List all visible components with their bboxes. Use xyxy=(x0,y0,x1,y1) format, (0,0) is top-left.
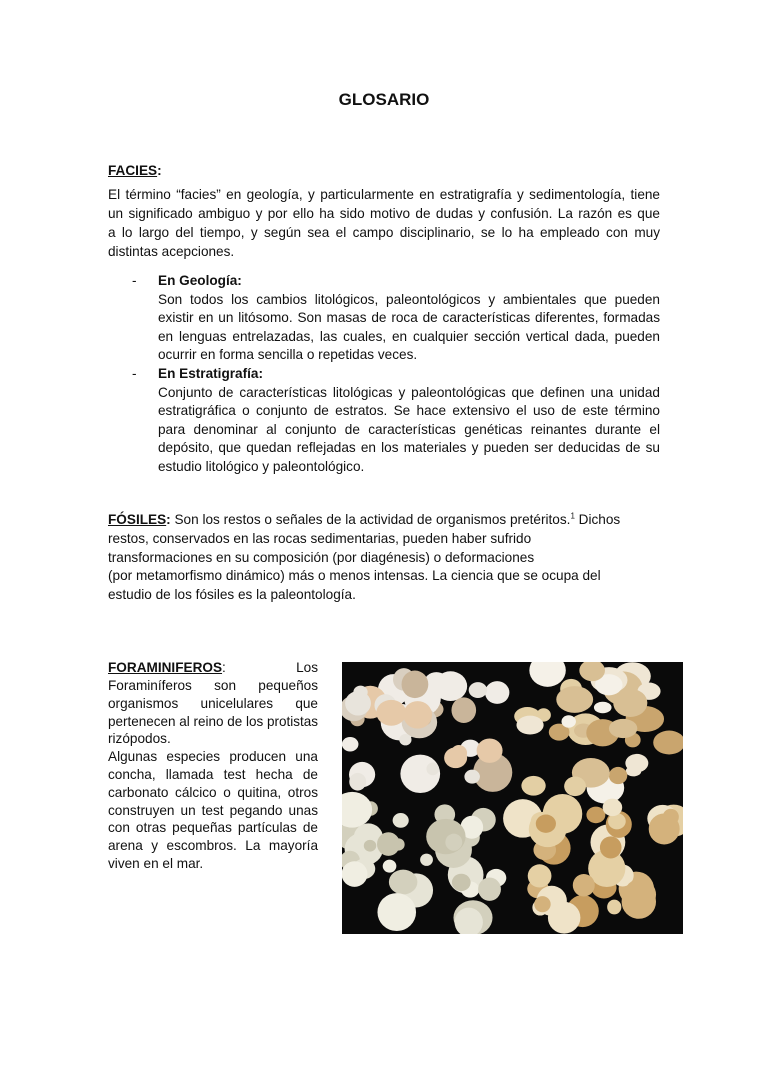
foraminifera-shell xyxy=(452,874,471,891)
foraminifera-photo xyxy=(342,662,683,934)
foraminiferos-line: Foraminíferos son pequeños xyxy=(108,678,318,693)
list-item-text-line: estratigráfica o conjunto de estratos. Se hace extensivo el uso de este término xyxy=(158,403,660,419)
list-item-text-line: estudio litológico y paleontológico. xyxy=(158,459,365,474)
foraminifera-shell xyxy=(594,702,612,714)
foraminifera-shell xyxy=(342,737,358,751)
list-item-text-line: para denominar al conjunto de características genéticas reinantes durante el xyxy=(158,421,660,437)
foraminifera-shell xyxy=(364,840,376,852)
foraminifera-shell xyxy=(536,815,556,833)
foraminiferos-heading xyxy=(108,660,222,675)
foraminifera-shell xyxy=(653,731,683,755)
list-item-label: En Geología: xyxy=(158,273,242,288)
fosiles-heading xyxy=(108,512,171,527)
foraminifera-shell xyxy=(521,776,545,796)
foraminiferos-first-word: Los xyxy=(296,660,318,675)
foraminifera-shell xyxy=(603,799,623,817)
list-item-label: En Estratigrafía: xyxy=(158,366,263,381)
foraminifera-shell xyxy=(609,767,627,784)
foraminifera-shell xyxy=(534,896,550,912)
foraminifera-shell xyxy=(516,716,543,735)
foraminifera-shell xyxy=(607,900,621,915)
foraminifera-shell xyxy=(353,686,367,699)
foraminiferos-first-line xyxy=(108,659,318,677)
foraminifera-shell xyxy=(376,700,406,726)
foraminifera-shell xyxy=(600,836,622,858)
fosiles-colon: : xyxy=(166,512,171,527)
list-item-text-line: Conjunto de características litológicas y paleontológicas que definen una unidad xyxy=(158,384,660,400)
list-item-text-line: depósito, que quedan reflejadas en los materiales y pueden ser deducidas de su xyxy=(158,440,660,456)
foraminiferos-line: organismos unicelulares que xyxy=(108,695,318,711)
foraminifera-shell xyxy=(564,777,586,797)
foraminifera-shell xyxy=(649,813,680,844)
foraminifera-shell xyxy=(399,734,411,745)
list-bullet: - xyxy=(132,273,137,288)
foraminiferos-colon: : xyxy=(222,660,226,675)
facies-heading-text: FACIES xyxy=(108,163,158,178)
facies-colon: : xyxy=(157,163,162,178)
foraminifera-shell xyxy=(451,697,476,723)
foraminifera-shell xyxy=(561,715,575,727)
fosiles-first-line xyxy=(108,511,620,529)
page-title: GLOSARIO xyxy=(338,90,430,109)
foraminifera-shell xyxy=(426,762,439,775)
fosiles-heading-text: FÓSILES xyxy=(108,512,167,527)
fosiles-text-end: Dichos xyxy=(574,512,621,527)
fosiles-line: (por metamorfismo dinámico) más o menos intensas. La ciencia que se ocupa del xyxy=(108,568,601,584)
foraminiferos-line: construyen un test pegando unas xyxy=(108,802,318,818)
foraminifera-shell xyxy=(624,879,656,910)
foraminiferos-line: con otras pequeñas partículas de xyxy=(108,820,318,836)
foraminiferos-line: Algunas especies producen una xyxy=(108,749,318,765)
foraminifera-shell xyxy=(393,838,405,850)
foraminifera-shell xyxy=(342,792,372,828)
foraminiferos-line: rizópodos. xyxy=(108,731,171,747)
foraminiferos-line: carbonato cálcico o quitina, otros xyxy=(108,784,318,800)
foraminifera-shell xyxy=(613,689,647,717)
foraminifera-shell xyxy=(573,874,595,897)
list-item-text-line: ocurrir en forma sencilla o repetidas veces. xyxy=(158,347,418,363)
foraminifera-shell xyxy=(478,878,501,901)
foraminifera-shell xyxy=(477,738,503,762)
foraminiferos-line: pertenecen al reino de los protistas xyxy=(108,713,318,729)
foraminifera-shell xyxy=(626,766,642,776)
foraminifera-shell xyxy=(445,834,462,851)
foraminiferos-line: arena y escombros. La mayoría xyxy=(108,838,318,854)
foraminifera-shell xyxy=(469,682,487,698)
foraminifera-shell xyxy=(529,662,565,687)
fosiles-line: transformaciones en su composición (por diagénesis) o deformaciones xyxy=(108,549,535,565)
foraminiferos-line: viven en el mar. xyxy=(108,856,204,871)
foraminifera-shell xyxy=(609,719,637,738)
list-bullet: - xyxy=(132,366,137,381)
footnote-ref: 1 xyxy=(570,511,575,521)
foraminifera-shell xyxy=(383,860,397,873)
fosiles-text: Son los restos o señales de la actividad de organismos pretéritos. xyxy=(170,512,571,527)
facies-intro-line: un significado ambiguo y por ello ha sido motivo de dudas y confusión. La razón es que xyxy=(108,206,660,221)
list-item-text-line: existir en un litósomo. Son masas de roca de características diferentes, formadas xyxy=(158,310,660,326)
foraminifera-shell xyxy=(485,681,509,704)
foraminifera-shell xyxy=(464,770,480,784)
foraminifera-shell xyxy=(349,773,366,791)
list-item-text-line: en lenguas entrelazadas, las cuales, en cualquier sección vertical dada, pueden xyxy=(158,328,660,344)
foraminifera-shell xyxy=(403,701,432,729)
facies-heading xyxy=(108,163,162,178)
foraminiferos-line: concha, llamada test hecha de xyxy=(108,767,318,782)
foraminifera-shell xyxy=(377,893,416,931)
foraminifera-shell xyxy=(389,870,418,895)
facies-intro-line: a lo largo del tiempo, y según sea el campo disciplinario, se lo ha empleado con muy xyxy=(108,225,660,240)
foraminifera-shell xyxy=(451,745,467,761)
foraminifera-shell xyxy=(434,671,467,701)
foraminifera-shell xyxy=(556,686,593,713)
fosiles-line: restos, conservados en las rocas sedimentarias, pueden haber sufrido xyxy=(108,531,532,546)
fosiles-line: estudio de los fósiles es la paleontología. xyxy=(108,586,356,602)
facies-intro-line: distintas acepciones. xyxy=(108,244,235,259)
facies-intro-line: El término “facies” en geología, y particularmente en estratigrafía y sedimentología, tiene xyxy=(108,187,660,202)
foraminiferos-heading-text: FORAMINIFEROS xyxy=(108,660,223,675)
foraminifera-shell xyxy=(402,671,429,699)
foraminifera-shell xyxy=(548,902,580,934)
foraminifera-shell xyxy=(393,813,409,828)
foraminifera-shell xyxy=(528,864,552,887)
foraminifera-shell xyxy=(342,861,367,887)
foraminifera-shell xyxy=(420,854,433,866)
list-item-text-line: Son todos los cambios litológicos, paleontológicos y ambientales que pueden xyxy=(158,291,660,307)
foraminifera-shell xyxy=(586,807,605,824)
